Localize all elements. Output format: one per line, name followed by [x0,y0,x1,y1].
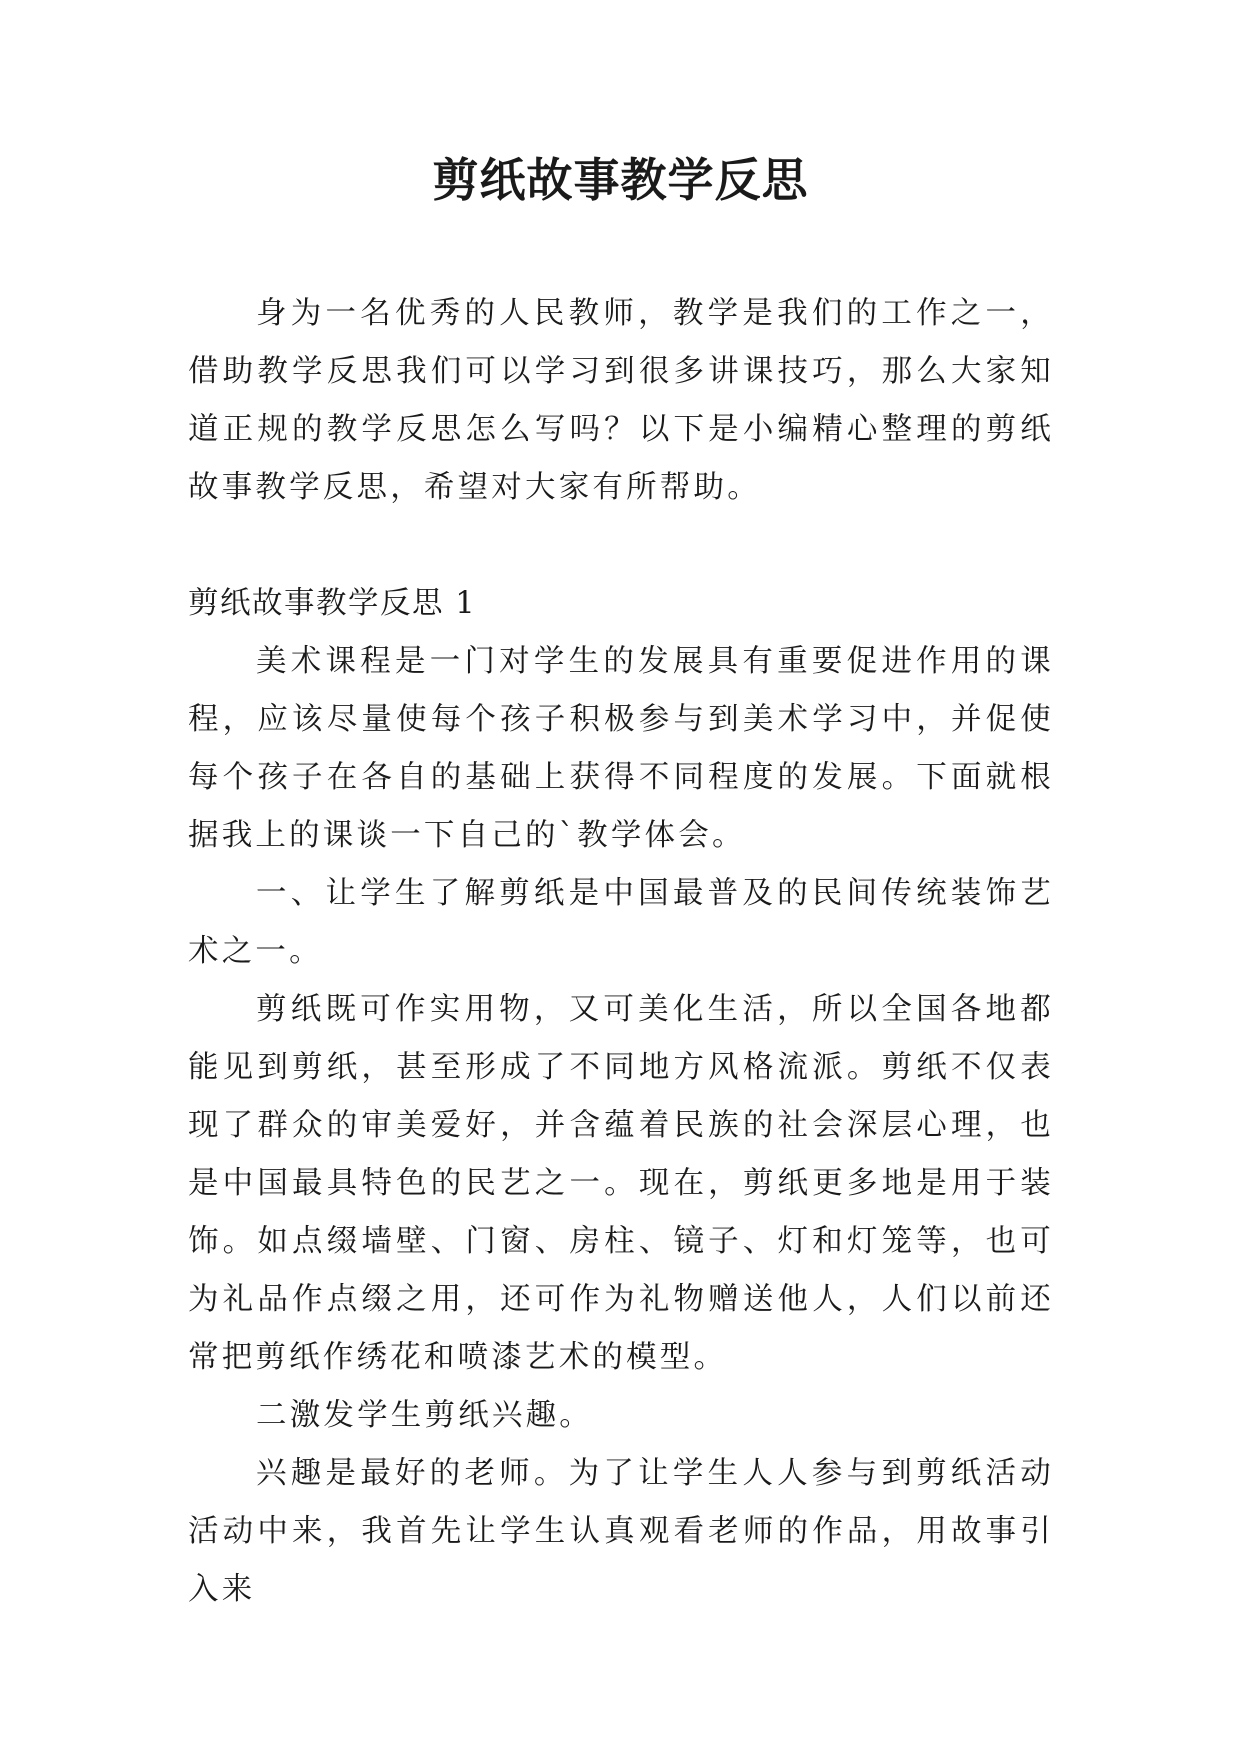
section-heading: 剪纸故事教学反思 1 [188,586,477,621]
body-paragraph: 一、让学生了解剪纸是中国最普及的民间传统装饰艺术之一。 [188,876,1054,969]
body-paragraph: 二激发学生剪纸兴趣。 [256,1398,593,1433]
document-body [188,285,1054,1619]
body-paragraph: 美术课程是一门对学生的发展具有重要促进作用的课程，应该尽量使每个孩子积极参与到美术学习中，并促使每个孩子在各自的基础上获得不同程度的发展。下面就根据我上的课谈一下自己的`教学体会。 [188,644,1054,853]
intro-paragraph: 身为一名优秀的人民教师，教学是我们的工作之一，借助教学反思我们可以学习到很多讲课技巧，那么大家知道正规的教学反思怎么写吗？以下是小编精心整理的剪纸故事教学反思，希望对大家有所帮助。 [188,296,1054,505]
document-title: 剪纸故事教学反思 [432,153,809,207]
body-paragraph: 兴趣是最好的老师。为了让学生人人参与到剪纸活动活动中来，我首先让学生认真观看老师的作品，用故事引入来 [188,1456,1054,1607]
body-paragraph: 剪纸既可作实用物，又可美化生活，所以全国各地都能见到剪纸，甚至形成了不同地方风格流派。剪纸不仅表现了群众的审美爱好，并含蕴着民族的社会深层心理，也是中国最具特色的民艺之一。现在，剪纸更多地是用于装饰。如点缀墙壁、门窗、房柱、镜子、灯和灯笼等，也可为礼品作点缀之用，还可作为礼物赠送他人，人们以前还常把剪纸作绣花和喷漆艺术的模型。 [188,992,1054,1375]
